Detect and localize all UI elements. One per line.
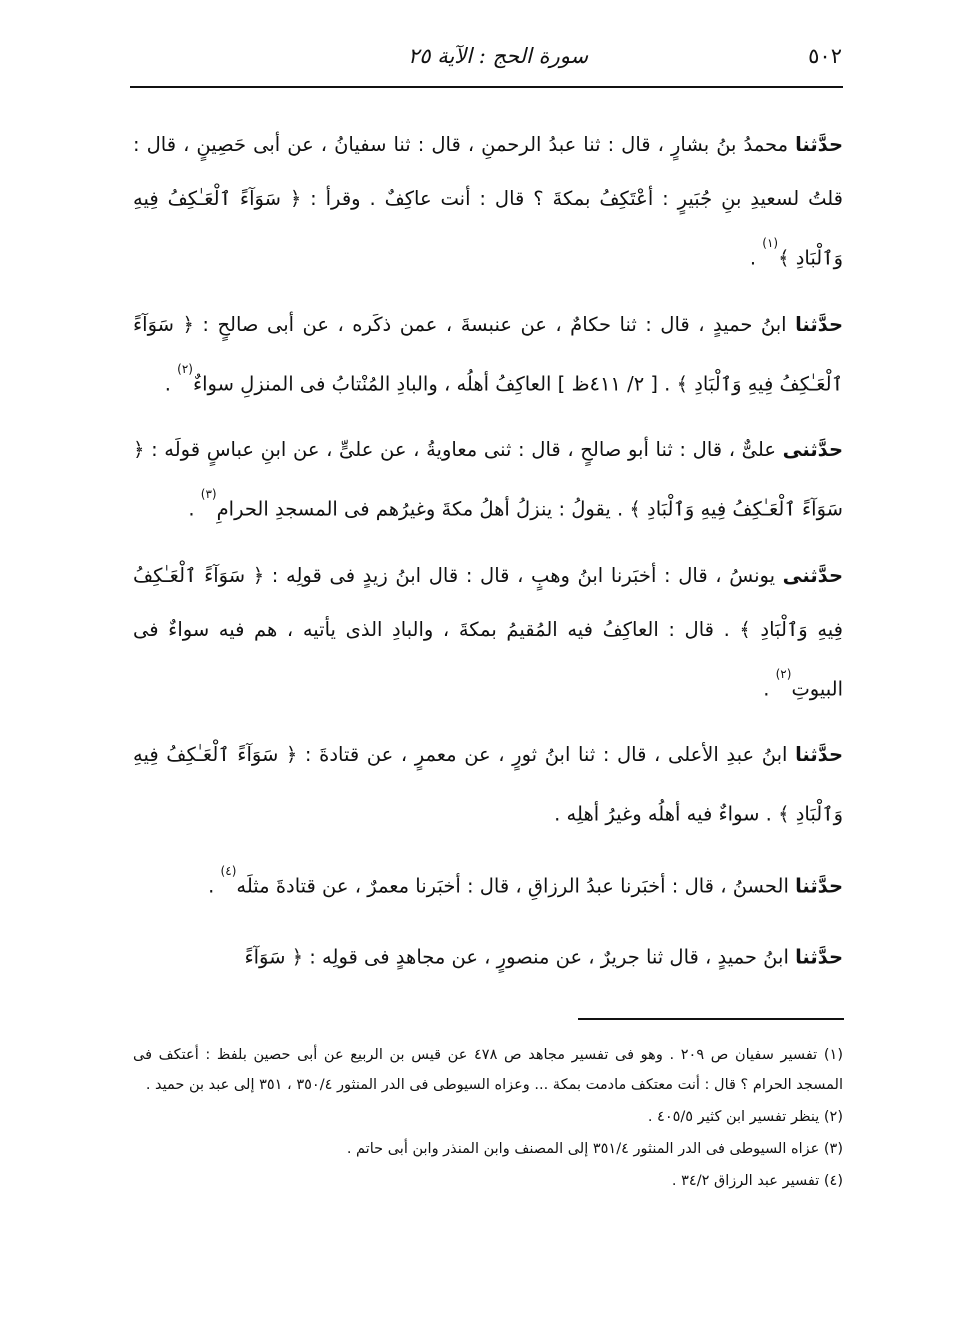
hadith-paragraph xyxy=(133,728,843,842)
paragraph-text: ابنُ حميدٍ ، قال : ثنا حكامٌ ، عن عنبسةَ ، عمن ذكَره ، عن أبى صالحٍ : ﴿ سَوَآءً ٱلْعَـٰكِفُ فِيهِ وَٱلْبَادِ ﴾ . [ ٢/ ٤١١ظ ] العاكِفُ أهلُه ، والبادِ المُنْتابُ فى المنزلِ سواءٌ xyxy=(133,312,843,395)
narration-lead: حدَّثنا xyxy=(795,133,843,156)
hadith-paragraph xyxy=(133,423,843,537)
paragraph-end: . xyxy=(188,497,201,521)
paragraph-end: . xyxy=(208,874,221,897)
paragraph-end: . xyxy=(763,677,776,700)
narration-lead: حدَّثنا xyxy=(795,945,843,969)
hadith-paragraph xyxy=(133,925,843,985)
hadith-paragraph xyxy=(133,549,843,717)
page-header xyxy=(130,36,842,76)
narration-lead: حدَّثنى xyxy=(782,438,843,461)
footnote-reference: (١) xyxy=(762,236,779,250)
paragraph-text: علىٌّ ، قال : ثنا أبو صالحٍ ، قال : ثنى معاويةُ ، عن علىٍّ ، عن ابنِ عباسٍ قولَه : ﴿ سَوَآءً ٱلْعَـٰكِفُ فِيهِ وَٱلْبَادِ ﴾ . يقولُ : ينزلُ أهلُ مكةَ وغيرُهم فى المسجدِ الحرامِ xyxy=(133,438,843,521)
narration-lead: حدَّثنا xyxy=(795,312,843,336)
paragraph-text: محمدُ بنُ بشارٍ ، قال : ثنا عبدُ الرحمنِ ، قال : ثنا سفيانُ ، عن أبى حَصِينٍ ، قال : قلتُ لسعيدِ بنِ جُبَيرٍ : أعْتَكِفُ بمكةَ ؟ قال : أنت عاكِفٌ . وقرأ : ﴿ سَوَآءً ٱلْعَـٰكِفُ فِيهِ وَٱلْبَادِ ﴾ xyxy=(133,133,843,270)
paragraph-text: الحسنُ ، قال : أخبَرنا عبدُ الرزاقِ ، قال : أخبَرنا معمرٌ ، عن قتادةَ مثلَه xyxy=(236,874,796,897)
footnote-reference: (٣) xyxy=(200,487,217,501)
hadith-paragraph xyxy=(133,298,843,412)
running-title: سورة الحج : الآية ٢٥ xyxy=(407,44,589,68)
header-rule xyxy=(130,86,843,88)
footnotes xyxy=(133,1040,843,1198)
narration-lead: حدَّثنى xyxy=(782,563,843,587)
hadith-paragraph xyxy=(133,854,843,914)
page-number: ٥٠٢ xyxy=(808,44,842,68)
hadith-paragraph xyxy=(133,118,843,286)
footnote: (١) تفسير سفيان ص ٢٠٩ . وهو فى تفسير مجاهد ص ٤٧٨ عن قيس بن الربيع عن أبى حصين بلفظ : أعتكف فى المسجد الحرام ؟ قال : أنت معتكف مادمت بمكة ... وعزاه السيوطى فى الدر المنثور ٣٥٠/٤ ، ٣٥١ إلى عبد بن حميد . xyxy=(133,1047,843,1093)
paragraph-text: يونسُ ، قال : أخبَرنا ابنُ وهبٍ ، قال : قال ابنُ زيدٍ فى قولِه : ﴿ سَوَآءً ٱلْعَـٰكِفُ فِيهِ وَٱلْبَادِ ﴾ . قال : العاكِفُ فيه المُقيمُ بمكةَ ، والبادِ الذى يأتيه ، هم فيه سواءٌ فى البيوتِ xyxy=(133,563,843,700)
paragraph-end: . xyxy=(749,246,763,270)
footnote-reference: (٤) xyxy=(220,863,237,878)
footnote-reference: (٢) xyxy=(775,666,792,681)
footnote-reference: (٢) xyxy=(177,361,193,376)
paragraph-text: ابنُ عبدِ الأعلى ، قال : ثنا ابنُ ثورٍ ، عن معمرٍ ، عن قتادةَ : ﴿ سَوَآءً ٱلْعَـٰكِفُ فِيهِ وَٱلْبَادِ ﴾ . سواءٌ فيه أهلُه وغيرُ أهلِه . xyxy=(133,743,843,826)
main-text xyxy=(133,118,843,997)
paragraph-end: . xyxy=(164,372,178,395)
narration-lead: حدَّثنا xyxy=(795,743,843,766)
footnote: (٤) تفسير عبد الرزاق ٣٤/٢ . xyxy=(671,1173,843,1189)
footnote: (٢) ينظر تفسير ابن كثير ٤٠٥/٥ . xyxy=(647,1109,843,1125)
paragraph-text: ابنُ حميدٍ ، قال ثنا جريرٌ ، عن منصورٍ ، عن مجاهدٍ فى قولِه : ﴿ سَوَآءً xyxy=(244,945,796,969)
footnote-separator xyxy=(578,1018,844,1020)
narration-lead: حدَّثنا xyxy=(795,874,843,897)
footnote: (٣) عزاه السيوطى فى الدر المنثور ٣٥١/٤ إلى المصنف وابن المنذر وابن أبى حاتم . xyxy=(346,1141,843,1157)
